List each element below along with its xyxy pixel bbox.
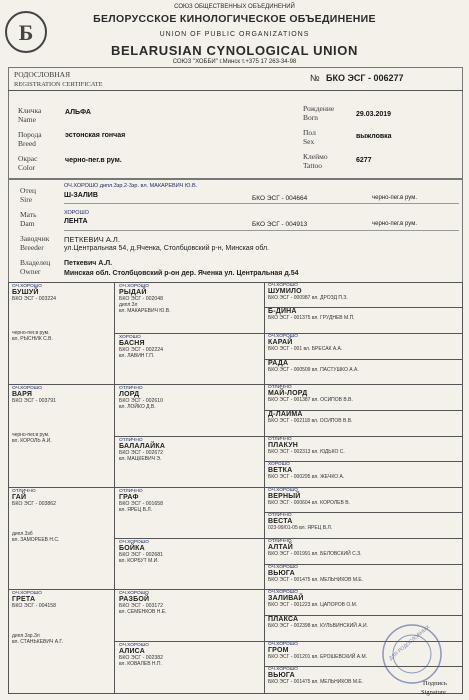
dam-reg: БКО ЭСГ - 004913 [252, 221, 308, 228]
dam-label: Мать Dam [20, 210, 37, 228]
gen3-cell: ХОРОШО ВЕТКА БКО ЭСГ - 000295 вл. ЖЕЧКО А. [268, 462, 345, 480]
grandparent-cell: ОЧ.ХОРОШО ВАРЯ БКО ЭСГ - 003791 черно-пег.в рум. вл. КОРОЛЬ А.И. [12, 386, 57, 444]
dam-color: черно-пег.в рум. [372, 221, 418, 227]
breed-value: эстонская гончая [65, 132, 126, 139]
sire-label: Отец Sire [20, 186, 37, 204]
breeder-label: Заводчик Breeder [20, 234, 50, 252]
certificate-number: БКО ЭСГ - 006277 [326, 73, 404, 83]
sex-value: выжловка [356, 133, 392, 140]
gen3-cell: ОЧ.ХОРОШО ВЬЮГА БКО ЭСГ - 001475 вл. МЕЛЬНИКОВ М.Е. [268, 667, 364, 685]
stamp [380, 622, 444, 686]
great-grandparent-cell: ОЧ.ХОРОШО РЫДАЙ БКО ЭСГ - 002048 дипл.3л вл. МАКАРЕВИЧ Ю.В. [119, 284, 171, 314]
title-ru: БЕЛОРУССКОЕ КИНОЛОГИЧЕСКОЕ ОБЪЕДИНЕНИЕ [93, 13, 376, 25]
gen3-cell: Б-ДИНА БКО ЭСГ - 001375 вл. ГРУДНЕВ М.П. [268, 308, 355, 321]
certificate-label-en: REGISTRATION CERTIFICATE [14, 81, 103, 88]
gen3-cell: ОЧ.ХОРОШО ГРОМ БКО ЭСГ - 001201 вл. ЕРОШЕВСКИЙ А.М. [268, 642, 367, 660]
gen3-cell: ОТЛИЧНО МАЙ-ЛОРД БКО ЭСГ - 001387 вл. ОСИПОВ В.В. [268, 385, 353, 403]
union-en: UNION OF PUBLIC ORGANIZATIONS [159, 31, 310, 38]
sire-color: черно-пег.в рум. [372, 195, 418, 201]
certificate-label-ru: РОДОСЛОВНАЯ [14, 70, 71, 79]
name-label: Кличка Name [18, 106, 42, 124]
tattoo-value: 6277 [356, 157, 372, 164]
number-sign: № [310, 73, 320, 83]
gen3-cell: ОТЛИЧНО ПЛАКУН БКО ЭСГ - 002313 вл. ЮДЬКО С. [268, 437, 345, 455]
color-label: Окрас Color [18, 154, 38, 172]
breed-label: Порода Breed [18, 130, 42, 148]
gen3-cell: ОЧ.ХОРОШО ШУМИЛО БКО ЭСГ - 000987 вл. ДРОЗД П.З. [268, 283, 348, 301]
dog-name: АЛЬФА [65, 109, 91, 116]
great-grandparent-cell: ОЧ.ХОРОШО БОЙКА БКО ЭСГ - 002681 вл. КОРБУТ М.И. [119, 540, 164, 564]
gen3-cell: ОЧ.ХОРОШО КАРАЙ БКО ЭСГ - 001 вл. БРЕСАК А.А. [268, 334, 343, 352]
union-ru: СОЮЗ ОБЩЕСТВЕННЫХ ОБЪЕДИНЕНИЙ [174, 4, 295, 10]
contact-line: СОЮЗ "ХОББИ" г.Минск т.+375 17 263-34-98 [172, 59, 297, 65]
svg-text:Б: Б [18, 20, 34, 45]
tattoo-label: Клеймо Tattoo [303, 152, 328, 170]
born-date: 29.03.2019 [356, 111, 392, 118]
great-grandparent-cell: ХОРОШО БАСНЯ БКО ЭСГ - 002224 вл. ЛАВИН Г.П. [119, 335, 164, 359]
great-grandparent-cell: ОЧ.ХОРОШО РАЗБОЙ БКО ЭСГ - 003172 вл. СЕМЕНКОВ Н.Е. [119, 591, 167, 615]
grandparent-cell: ОЧ.ХОРОШО БУШУЙ БКО ЭСГ - 003224 черно-пег.в рум. вл. РЫСНИК С.В. [12, 284, 57, 342]
sire-qualification: ОЧ.ХОРОШО дипл.3зр.2-3зр. вл. МАКАРЕВИЧ Ю.В. [64, 183, 198, 189]
gen3-cell: ОЧ.ХОРОШО ЗАЛИВАЙ БКО ЭСГ - 001223 вл. ЦАПОРОВ О.М. [268, 590, 358, 608]
dam-qualification: ХОРОШО [64, 210, 89, 216]
gen3-cell: ОЧ.ХОРОШО ВЬЮГА БКО ЭСГ - 001475 вл. МЕЛЬНИКОВ М.Е. [268, 565, 364, 583]
great-grandparent-cell: ОТЛИЧНО БАЛАЛАЙКА БКО ЭСГ - 002672 вл. МАЦКЕВИЧ Э. [119, 438, 166, 462]
breeder-name: ПЕТКЕВИЧ А.Л. [64, 235, 120, 244]
great-grandparent-cell: ОЧ.ХОРОШО АЛИСА БКО ЭСГ - 002382 вл. КОВАЛЕВ Н.П. [119, 643, 164, 667]
owner-label: Владелец Owner [20, 258, 51, 276]
gen3-cell: ПЛАКСА БКО ЭСГ - 002398 вл. КУЛЬВИНСКИЙ А.И. [268, 616, 368, 629]
born-label: Рождение Born [303, 104, 335, 122]
stamp-text: ДЛЯ РОДОСЛОВНЫХ [388, 624, 432, 662]
grandparent-cell: ОЧ.ХОРОШО ГРЕТА БКО ЭСГ - 004158 дипл.3зр.3л вл. СТАНЬКЕВИЧ А.Г. [12, 591, 63, 645]
signature-label-ru: Подпись [423, 680, 447, 687]
gen3-cell: РАДА БКО ЭСГ - 000509 вл. ПАСТУШКО А.А. [268, 360, 359, 373]
grandparent-cell: ОТЛИЧНО ГАЙ БКО ЭСГ - 003862 дипл.3зб вл. ЗАМОРЕЕВ Н.С. [12, 489, 60, 543]
sire-name: Ш-ЗАЛИВ [64, 192, 98, 199]
signature-label-en: Signature [421, 689, 446, 696]
owner-address: Минская обл. Столбцовский р-он дер. Яченка ул. Центральная д.54 [64, 270, 299, 277]
dam-name: ЛЕНТА [64, 218, 88, 225]
sex-label: Пол Sex [303, 128, 316, 146]
gen3-cell: Д-ЛАЙМА БКО ЭСГ - 002118 вл. ОСИПОВ В.В. [268, 411, 353, 424]
title-en: BELARUSIAN CYNOLOGICAL UNION [111, 43, 358, 58]
breeder-address: ул.Центральная 54, д.Яченка, Столбцовский р-н, Минская обл. [64, 245, 270, 252]
gen3-cell: ОТЛИЧНО ВЕСТА 023-99/01-05 вл. ЯРЕЦ В.Л. [268, 513, 333, 531]
gen3-cell: ОЧ.ХОРОШО ВЕРНЫЙ БКО ЭСГ - 000604 вл. КОРОЛЕВ В. [268, 488, 350, 506]
gen3-cell: ОТЛИЧНО АЛТАЙ БКО ЭСГ - 001991 вл. БЕЛОВСКИЙ С.З. [268, 539, 362, 557]
great-grandparent-cell: ОТЛИЧНО ГРАФ БКО ЭСГ - 001658 вл. ЯРЕЦ В.Л. [119, 489, 164, 513]
sire-reg: БКО ЭСГ - 004664 [252, 195, 308, 202]
color-value: черно-пег.в рум. [65, 157, 122, 164]
owner-name: Петкевич А.Л. [64, 260, 113, 267]
great-grandparent-cell: ОТЛИЧНО ЛОРД БКО ЭСГ - 002610 вл. ЛОЙКО Д.В. [119, 386, 164, 410]
